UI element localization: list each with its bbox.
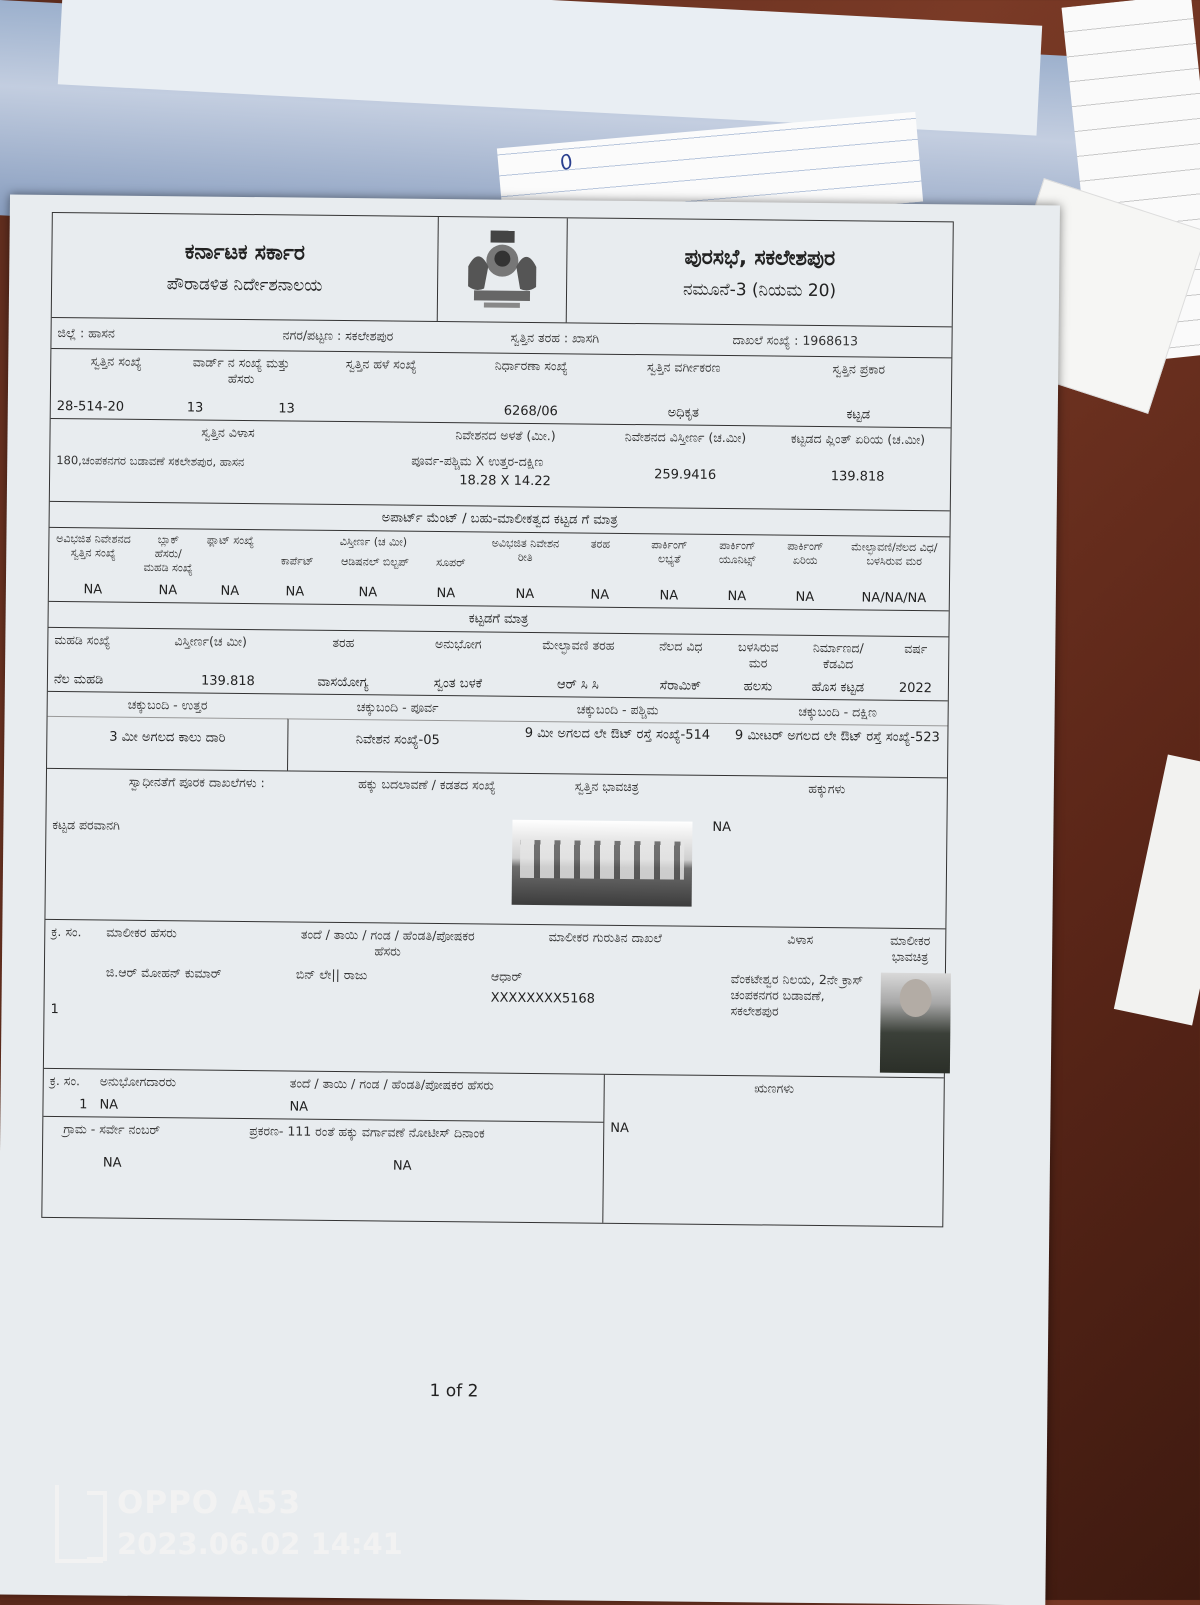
property-kind: ಕಟ್ಟಡ <box>846 407 871 423</box>
record-number-field: ದಾಖಲೆ ಸಂಖ್ಯೆ : 1968613 <box>732 332 859 349</box>
property-photo-value: NA <box>712 819 732 836</box>
form-3-document <box>41 212 953 1227</box>
boundary-header-cell: ಚಕ್ಕುಬಂದಿ - ಪಶ್ಚಿಮ <box>576 701 659 718</box>
supporting-documents-label: ಸ್ವಾಧೀನತೆಗೆ ಪೂರಕ ದಾಖಲೆಗಳು : <box>128 773 265 791</box>
supporting-documents-value: ಕಟ್ಟಡ ಪರವಾನಗಿ <box>52 816 120 833</box>
building-value-cell: ಆರ್ ಸಿ ಸಿ <box>556 677 599 693</box>
building-header-cell: ಮೇಲ್ಛಾವಣಿ ತರಹ <box>542 637 615 653</box>
apartment-value-cell: NA <box>358 585 378 601</box>
apartment-value-cell: NA/NA/NA <box>861 590 927 607</box>
directorate-name: ಪೌರಾಡಳಿತ ನಿರ್ದೇಶನಾಲಯ <box>166 273 323 296</box>
survey-number-label: ಗ್ರಾಮ - ಸರ್ವೇ ನಂಬರ್ <box>63 1121 161 1138</box>
page-number: 1 of 2 <box>429 1380 479 1402</box>
apartment-header-cell: ಕಾರ್ಪೆಟ್ <box>280 554 314 568</box>
town-field: ನಗರ/ಪಟ್ಟಣ : ಸಕಲೇಶಪುರ <box>282 327 394 344</box>
property-number: 28-514-20 <box>56 399 125 415</box>
site-area-label: ನಿವೇಶನದ ವಿಸ್ತೀರ್ಣ (ಚ.ಮೀ) <box>624 428 747 446</box>
rights-section <box>45 768 947 928</box>
apartment-section-title: ಅಪಾರ್ಟ್ ಮೆಂಟ್ / ಬಹು-ಮಾಲೀಕತ್ವದ ಕಟ್ಟಡ ಗೆ ಮಾತ್ರ <box>50 501 950 536</box>
occupant-header-cell: ಅನುಭೋಗದಾರರು <box>99 1073 177 1090</box>
owner-header-cell: ಮಾಲೀಕರ ಹೆಸರು <box>106 924 177 941</box>
building-value-cell: ಹಲಸು <box>743 679 773 695</box>
building-header-cell: ಮಹಡಿ ಸಂಖ್ಯೆ <box>54 631 111 648</box>
owner-header-cell: ಮಾಲೀಕರ ಗುರುತಿನ ದಾಖಲೆ <box>548 929 662 946</box>
building-value-cell: 2022 <box>898 680 933 697</box>
apartment-table <box>49 527 950 610</box>
building-section-title: ಕಟ್ಟಡಗೆ ಮಾತ್ರ <box>49 601 949 636</box>
apartment-value-cell: NA <box>436 585 456 602</box>
owner-table <box>44 919 946 1077</box>
camera-watermark <box>55 1485 403 1563</box>
capture-datetime: 2023.06.02 14:41 <box>117 1527 403 1561</box>
apartment-header-cell: ಸೂಪರ್ <box>436 555 466 570</box>
boundary-north: 3 ಮೀ ಅಗಲದ ಕಾಲು ದಾರಿ <box>47 716 288 771</box>
occupant-relation: NA <box>289 1099 309 1115</box>
area-group-label: ವಿಸ್ತೀರ್ಣ (ಚ ಮೀ) <box>339 534 408 549</box>
device-name: OPPO A53 <box>117 1485 302 1521</box>
boundary-east: ನಿವೇಶನ ಸಂಖ್ಯೆ-05 <box>287 718 508 772</box>
apartment-value-cell: NA <box>590 587 610 603</box>
ward-name: 13 <box>278 401 295 417</box>
oppo-logo-icon <box>55 1485 103 1563</box>
apartment-header-cell: ಫ್ಲಾಟ್ ಸಂಖ್ಯೆ <box>206 533 255 548</box>
apartment-header-cell: ಬ್ಲಾಕ್ ಹೆಸರು/ ಮಹಡಿ ಸಂಖ್ಯೆ <box>143 533 193 575</box>
apartment-header-cell: ಪಾರ್ಕಿಂಗ್ ಏರಿಯ <box>787 539 824 567</box>
site-area-value: 259.9416 <box>654 467 717 483</box>
occupant-serial: 1 <box>79 1097 88 1113</box>
apartment-header-cell: ಪಾರ್ಕಿಂಗ್ ಲಭ್ಯತೆ <box>651 538 688 566</box>
building-value-cell: ವಾಸಯೋಗ್ಯ <box>317 674 369 691</box>
apartment-value-cell: NA <box>515 586 535 603</box>
building-header-cell: ವಿಸ್ತೀರ್ಣ(ಚ ಮೀ) <box>174 633 247 650</box>
boundary-header-cell: ಚಕ್ಕುಬಂದಿ - ದಕ್ಷಿಣ <box>798 703 878 720</box>
apartment-header-cell: ಅವಿಭಜಿತ ನಿವೇಶನ ರೀತಿ <box>491 536 560 564</box>
ward-number: 13 <box>186 400 204 416</box>
property-classification: ಅಧಿಕೃತ <box>667 405 699 421</box>
property-record-sheet <box>0 195 1060 1605</box>
occupant-name: NA <box>99 1097 119 1113</box>
transfer-file-label: ಹಕ್ಕು ಬದಲಾವಣೆ / ಕಡತದ ಸಂಖ್ಯೆ <box>358 776 496 793</box>
address-dimension-row <box>50 418 951 510</box>
apartment-value-cell: NA <box>659 588 679 604</box>
building-value-cell: 139.818 <box>200 673 255 690</box>
boundary-west: 9 ಮೀ ಅಗಲದ ಲೇ ಔಟ್ ರಸ್ತೆ ಸಂಖ್ಯೆ-514 <box>507 721 728 775</box>
address-value: 180,ಚಂಪಕನಗರ ಬಡಾವಣೆ ಸಕಲೇಶಪುರ, ಹಾಸನ <box>56 453 245 469</box>
owner-header-cell: ವಿಳಾಸ <box>787 931 814 947</box>
apartment-value-cell: NA <box>795 589 815 605</box>
building-header-cell: ತರಹ <box>332 634 355 651</box>
address-label: ಸ್ವತ್ತಿನ ವಿಳಾಸ <box>201 424 255 441</box>
government-name: ಕರ್ನಾಟಕ ಸರ್ಕಾರ <box>184 238 306 265</box>
plinth-area-label: ಕಟ್ಟಡದ ಪ್ಲಿಂತ್ ಏರಿಯ (ಚ.ಮೀ) <box>790 430 926 448</box>
apartment-header-cell: ಪಾರ್ಕಿಂಗ್ ಯೂನಿಟ್ಸ್ <box>718 538 756 567</box>
rights-label: ಹಕ್ಕುಗಳು <box>808 780 846 797</box>
owner-id-type: ಆಧಾರ್ <box>490 968 523 984</box>
municipality-name: ಪುರಸಭೆ, ಸಕಲೇಶಪುರ <box>684 244 836 270</box>
apartment-header-cell: ಆಡಿಷನಲ್ ಬಿಲ್ಟಪ್ <box>340 554 409 569</box>
boundary-header-cell: ಚಕ್ಕುಬಂದಿ - ಪೂರ್ವ <box>356 699 439 716</box>
dimension-label: ನಿವೇಶನದ ಅಳತೆ (ಮೀ.) <box>455 427 556 444</box>
property-photo <box>512 820 693 907</box>
building-value-cell: ನೆಲ ಮಹಡಿ <box>53 671 104 688</box>
property-photo-label: ಸ್ವತ್ತಿನ ಭಾವಚಿತ್ರ <box>574 778 639 795</box>
building-header-cell: ಅನುಭೋಗ <box>434 635 482 652</box>
property-details-table <box>51 348 952 427</box>
boundaries-table <box>47 691 948 777</box>
dimension-direction: ಪೂರ್ವ-ಪಶ್ಚಿಮ X ಉತ್ತರ-ದಕ್ಷಿಣ <box>411 452 544 470</box>
owner-photo <box>880 973 951 1074</box>
property-header-cell: ವಾರ್ಡ್ ನ ಸಂಖ್ಯೆ ಮತ್ತು ಹೆಸರು <box>192 354 290 387</box>
state-emblem-icon <box>437 217 568 322</box>
building-header-cell: ಬಳಸಿರುವ ಮರ <box>737 639 779 671</box>
transfer-notice-label: ಪ್ರಕರಣ- 111 ರಂತೆ ಹಕ್ಕು ವರ್ಗಾವಣೆ ನೋಟೀಸ್ ದಿನಾಂಕ <box>249 1123 485 1141</box>
apartment-value-cell: NA <box>220 583 240 599</box>
owner-header-cell: ಕ್ರ. ಸಂ. <box>51 923 82 940</box>
building-table <box>48 627 949 700</box>
plinth-area-value: 139.818 <box>830 469 885 485</box>
liabilities-label: ಋಣಗಳು <box>754 1080 795 1096</box>
boundary-header-cell: ಚಕ್ಕುಬಂದಿ - ಉತ್ತರ <box>127 696 208 713</box>
building-value-cell: ಹೊಸ ಕಟ್ಟಡ <box>811 679 865 696</box>
property-type-field: ಸ್ವತ್ತಿನ ತರಹ : ಖಾಸಗಿ <box>510 329 600 346</box>
owner-serial: 1 <box>50 1001 59 1018</box>
property-header-cell: ಸ್ವತ್ತಿನ ಸಂಖ್ಯೆ <box>90 353 142 369</box>
building-value-cell: ಸೆರಾಮಿಕ್ <box>659 678 702 694</box>
paper-edge-right <box>1114 755 1200 1026</box>
liabilities-value: NA <box>610 1120 629 1137</box>
apartment-header-cell: ತರಹ <box>590 537 611 551</box>
building-header-cell: ನಿರ್ಮಾಣದ/ ಕೆಡವಿದ <box>812 639 864 672</box>
district-field: ಜಿಲ್ಲೆ : ಹಾಸನ <box>57 325 115 341</box>
owner-relation: ಬಿನ್ ಲೇ|| ರಾಜು <box>295 966 368 983</box>
occupant-header-cell: ಕ್ರ. ಸಂ. <box>49 1072 81 1089</box>
building-header-cell: ನೆಲದ ವಿಧ <box>659 638 703 654</box>
old-property-number <box>301 392 461 423</box>
apartment-value-cell: NA <box>158 583 178 599</box>
apartment-value-cell: NA <box>285 584 305 600</box>
owner-header-cell: ತಂದೆ / ತಾಯಿ / ಗಂಡ / ಹೆಂಡತಿ/ಪೋಷಕರ ಹೆಸರು <box>300 926 475 959</box>
owner-address: ವೆಂಕಟೇಶ್ವರ ನಿಲಯ, 2ನೇ ಕ್ರಾಸ್ ಚಂಪಕನಗರ ಬಡಾವಣೆ, ಸಕಲೇಶಪುರ <box>730 971 864 1019</box>
owner-id-number: XXXXXXXX5168 <box>490 990 596 1007</box>
property-header-cell: ಸ್ವತ್ತಿನ ಹಳೆ ಸಂಖ್ಯೆ <box>345 356 417 372</box>
dimension-value: 18.28 X 14.22 <box>459 473 551 490</box>
document-header <box>52 213 953 326</box>
survey-number-value: NA <box>102 1155 122 1171</box>
apartment-header-cell: ಮೇಲ್ಛಾವಣಿ/ನೆಲದ ವಿಧ/ಬಳಸಿರುವ ಮರ <box>851 540 938 569</box>
property-header-cell: ನಿರ್ಧಾರಣಾ ಸಂಖ್ಯೆ <box>494 357 568 374</box>
building-header-cell: ವರ್ಷ <box>904 640 928 657</box>
handwritten-mark-2: 0 <box>556 148 577 176</box>
property-header-cell: ಸ್ವತ್ತಿನ ವರ್ಗೀಕರಣ <box>646 359 721 375</box>
apartment-value-cell: NA <box>727 589 747 605</box>
form-number: ನಮೂನೆ-3 (ನಿಯಮ 20) <box>682 279 837 301</box>
owner-name: ಜಿ.ಆರ್ ಮೋಹನ್ ಕುಮಾರ್ <box>105 964 222 981</box>
apartment-header-cell: ಅವಿಭಜಿತ ನಿವೇಶನದ ಸ್ವತ್ತಿನ ಸಂಖ್ಯೆ <box>56 532 131 560</box>
property-header-cell: ಸ್ವತ್ತಿನ ಪ್ರಕಾರ <box>832 361 886 377</box>
assessment-number: 6268/06 <box>503 403 558 420</box>
transfer-notice-value: NA <box>392 1158 412 1174</box>
owner-header-cell: ಮಾಲೀಕರ ಭಾವಚಿತ್ರ <box>890 932 931 965</box>
boundary-south: 9 ಮೀಟರ್ ಅಗಲದ ಲೇ ಔಟ್ ರಸ್ತೆ ಸಂಖ್ಯೆ-523 <box>727 723 948 777</box>
building-value-cell: ಸ್ವಂತ ಬಳಕೆ <box>433 675 483 692</box>
occupant-section <box>42 1068 944 1226</box>
apartment-value-cell: NA <box>83 582 103 598</box>
occupant-header-cell: ತಂದೆ / ತಾಯಿ / ಗಂಡ / ಹೆಂಡತಿ/ಪೋಷಕರ ಹೆಸರು <box>289 1075 494 1093</box>
